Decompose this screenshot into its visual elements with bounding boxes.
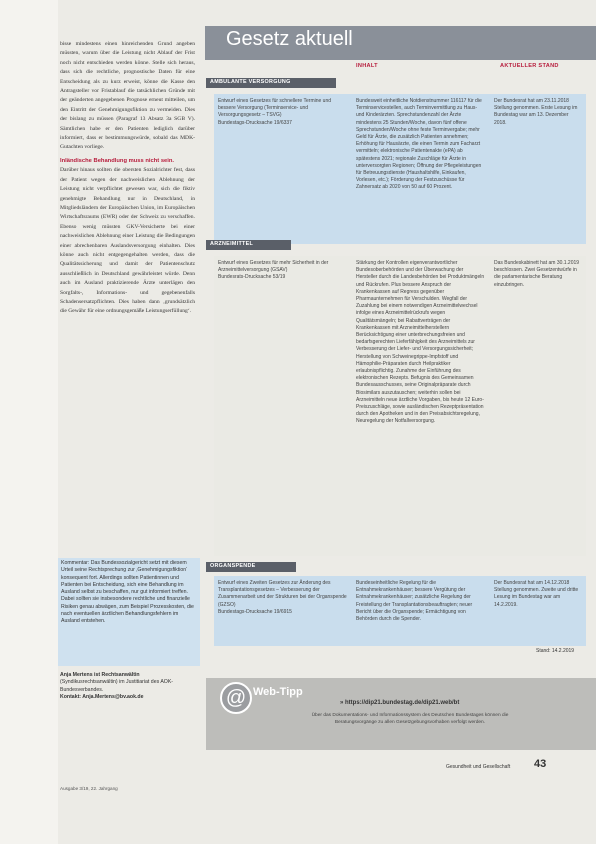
section-1-name: Entwurf eines Gesetzes für schnellere Termine und bessere Versorgung (Terminservice- und Versorgungsgesetz – TSVG) Bundestags-Drucksache 19/6337 (214, 94, 352, 244)
section-1-content: Bundesweit einheitliche Notdienstnummer 116117 für die Terminservicestellen, auch Terminvermittlung zu Haus- und Kinderärzten. Sprechstundenzahl der Ärzte mindestens 25 Stunden/Woche, davon fünf offene Sprechstunden/Woche ohne feste Terminvergabe; mehr Geld für Ärzte, die zusätzlich Patienten annehmen; Erhöhung für Hausärzte, die einen Termin zum Facharzt vermitteln; elektronische Patientenakte (ePA) ab spätestens 2021; regionale Zuschläge für Ärzte in unterversorgten Regionen; Öffnung der Pflegeleistungen für Betreuungsdienste (Haushaltshilfe, Einkaufen, Vorlesen, etc.); Förderung der Festzuschüsse für Zahnersatz ab 2020 von 50 auf 60 Prozent. (352, 94, 490, 244)
article-text-column (60, 40, 195, 317)
section-3-content: Bundeseinheitliche Regelung für die Entnahmekrankenhäuser; bessere Vergütung der Entnahmekrankenhäuser; zusätzliche Regelung der Freistellung der Transplantationsbeauftragten; neuer Bericht über die Organspende; Ermächtigung von Behörden durch die Spender. (352, 576, 490, 646)
page-left-margin (0, 0, 58, 844)
issue-info: Ausgabe 3/19, 22. Jahrgang (60, 786, 118, 791)
column-header-stand: AKTUELLER STAND (500, 63, 559, 69)
footer-magazine-name: Gesundheit und Gesellschaft (446, 764, 511, 770)
author-role: (Syndikusrechtsanwältin) im Justitiariat des AOK-Bundesverbandes. (60, 679, 174, 693)
section-1-stand: Der Bundesrat hat am 23.11.2018 Stellung genommen. Erste Lesung im Bundestag war am 13. Dezember 2018. (490, 94, 586, 244)
author-name: Anja Mertens ist Rechtsanwältin (60, 672, 140, 678)
web-tipp-link[interactable]: » https://dip21.bundestag.de/dip21.web/bt (340, 700, 460, 706)
section-3-stand: Der Bundesrat hat am 14.12.2018 Stellung genommen. Zweite und dritte Lesung im Bundestag war am 14.2.2019. (490, 576, 586, 646)
at-icon: @ (220, 682, 252, 714)
section-tag-arzneimittel: ARZNEIMITTEL (206, 240, 291, 250)
article-subheading: Inländische Behandlung muss nicht sein. (60, 157, 175, 164)
section-tag-ambulant: AMBULANTE VERSORGUNG (206, 78, 336, 88)
author-contact: Kontakt: Anja.Mertens@bv.aok.de (60, 694, 144, 701)
column-header-inhalt: INHALT (356, 63, 378, 69)
section-2-stand: Das Bundeskabinett hat am 30.1.2019 beschlossen. Zwei Gesetzentwürfe in die parlamentarische Beratung einzubringen. (490, 256, 586, 556)
stand-date: Stand: 14.2.2019 (536, 648, 575, 654)
web-tipp-title: Web-Tipp (253, 686, 303, 698)
article-paragraph-1: bisse mindestens einen hinreichenden Grund angeben müssten, warum über die Leistung nicht Ablauf der Frist noch nicht entschieden werden könne. Stelle sich heraus, dass sich die rechtliche, prognostische Daten für eine Entscheidung als zu kurz erweist, könne die Kasse den Antragsteller vor Fristablauf die tatsächlichen Gründe mit der geänderten angegebenen Prognose erneut mitteilen, um den Eintritt der Genehmigungsfiktion zu vermeiden. Dies der bislang zu müssen (Paragraf 13 Absatz 3a SGB V). Sämtlichen habe er den Patienten lediglich darüber informiert, dass er bestimmungswürde, sobald das MDK-Gutachten vorliege. (60, 41, 195, 151)
section-2-content: Stärkung der Kontrollen eigenverantwortlicher Bundesoberbehörden und der Überwachung der Hersteller durch die Landesbehörden bei Produktmängeln und Rückrufen. Plus bessere Anspruch der Krankenkassen auf Regress gegenüber Pharmaunternehmen für Verschulden. Wegfall der Zuzahlung bei einem notwendigen Arzneimittelwechsel infolge eines Arzneimittelrückrufs wegen Qualitätsmängeln; bei Rabattverträgen der Krankenkassen mit Arzneimittelherstellern Berücksichtigung einer unterbrechungsfreien und bedarfsgerechten Lieferfähigkeit des Arzneimittels zur Verbesserung der Liefer- und Versorgungssicherheit; Herstellung von Schweinegrippe-Impfstoff und Hämophilie-Präparaten durch Heilpraktiker erlaubnispflichtig. Zunahme der Einführung des elektronischen Rezepts. Befugnis des Gemeinsamen Bundesausschusses, seine Originalpräparate durch Biosimilars auszutauschen; weiterhin sollen bei Arzneimitteln neue ärztliche Vorgaben, bis heute 12 Euro-Preiszuschläge, sowie ausländischen Rezeptpräsentation durch den Apotheken und in den Preisabsichtsregelung, Neuregelung der Notfallversorgung. (352, 256, 490, 556)
web-tipp-text: Über das Dokumentations- und Informationssystem des Deutschen Bundestages können die Beratungsvorgänge zu allen Gesetzgebungsvorhaben verfolgt werden. (311, 713, 509, 725)
author-info (60, 672, 200, 702)
comment-box: Kommentar: Das Bundessozialgericht setzt mit diesem Urteil seine Rechtsprechung zur ‚Genehmigungsfiktion‘ konsequent fort. Allerdings sollten Patientinnen und Patienten bei Entscheidung, sich eine Behandlung im Ausland selbst zu beschaffen, nur gut informiert treffen. Dabei sollten sie insbesondere rechtliche und finanzielle Risiken genau abwägen, zum Beispiel Prozesskosten, die nach eventuellen ärztlichen Behandlungsfehlern im Ausland entstehen. (58, 558, 200, 666)
section-3-name: Entwurf eines Zweiten Gesetzes zur Änderung des Transplantationsgesetzes – Verbesserung der Zusammenarbeit und der Strukturen bei der Organspende (GZSO) Bundestags-Drucksache 19/6915 (214, 576, 352, 646)
page-number: 43 (534, 758, 547, 770)
section-2-name: Entwurf eines Gesetzes für mehr Sicherheit in der Arzneimittelversorgung (GSAV) Bundesrats-Drucksache 53/19 (214, 256, 352, 556)
section-tag-organspende: ORGANSPENDE (206, 562, 296, 572)
page-title: Gesetz aktuell (226, 28, 353, 50)
article-paragraph-2: Darüber hinaus sollten die obersten Sozialrichter fest, dass der Patient wegen der nachweislichen Ablehnung der Leistung nicht verpflichtet gewesen war, sich die fiktiv genehmigte Behandlung nur in Deutschland, in Mitgliedsländern der Europäischen Union, im Europäischen Wirtschaftsraums (EWR) oder der Schweiz zu verschaffen. Ebenso wenig müssten GKV-Versicherte bei einer nachweislichen Ablehnung einer Leistung die Bedingungen einer abrechenbaren Auslandsversorgung einhalten. Dies könne auch nicht entgegengehalten werden, dass die Qualitätssicherung und damit der Patientenschutz ausschließlich in Deutschland gewährleistet würde. Denn auch im Ausland praktizierende Ärzte unterlägen den Sorgfalts-, Informations- und gegebenenfalls Schadensersatzpflichten. Dies haben dann ‚grundsätzlich die Gewähr für eine ordnungsgemäße Leistungserfüllung‘. (60, 167, 195, 315)
